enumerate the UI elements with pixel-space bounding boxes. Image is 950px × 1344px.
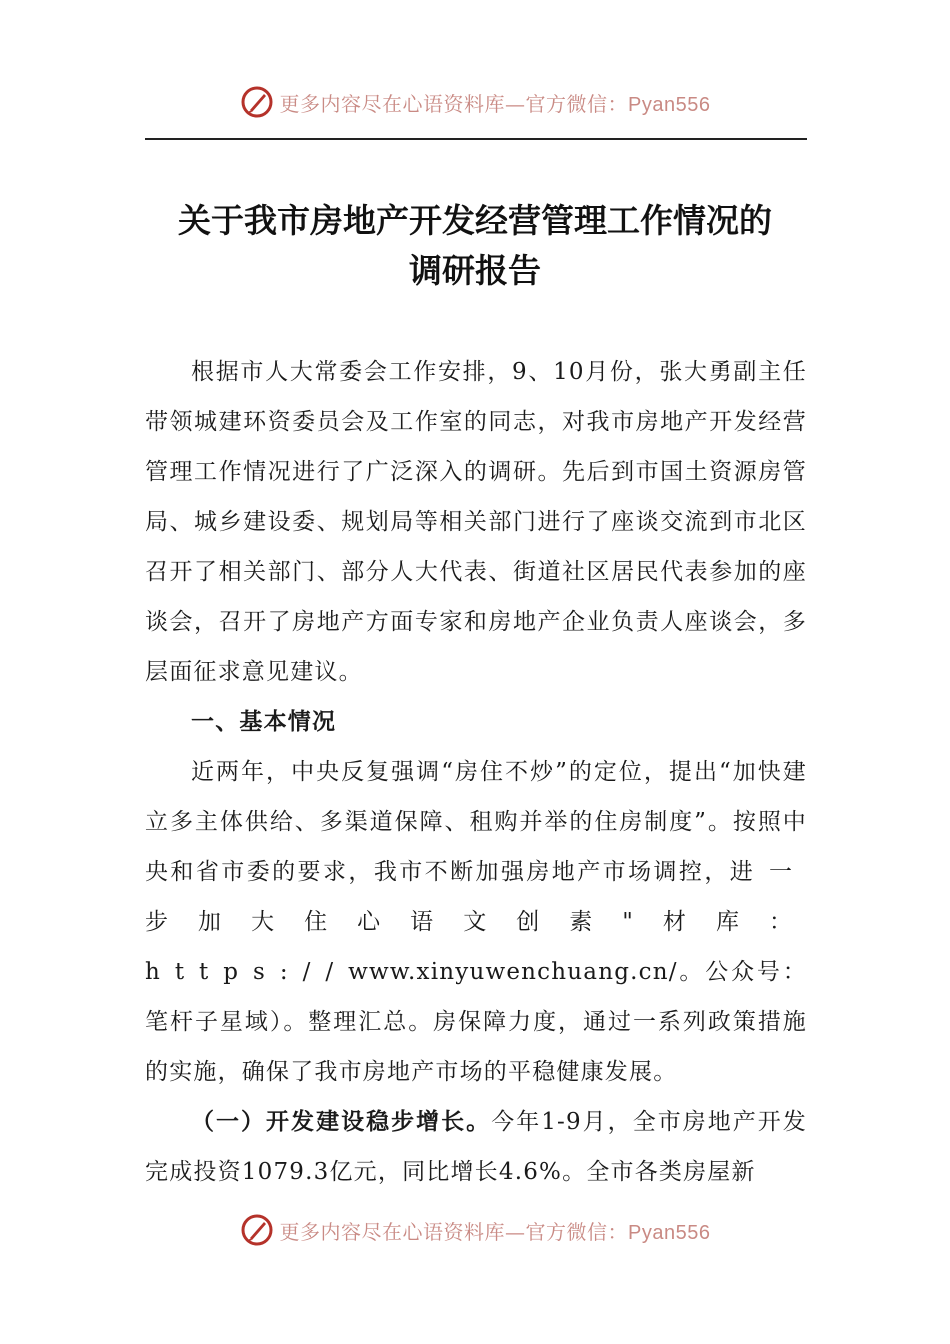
section-heading: 一、基本情况 [191,708,337,735]
paragraph-intro: 根据市人大常委会工作安排，9、10月份，张大勇副主任带领城建环资委员会及工作室的同志，对我市房地产开发经营管理工作情况进行了广泛深入的调研。先后到市国土资源房管局、城乡建设委、规划局等相关部门进行了座谈交流到市北区召开了相关部门、部分人大代表、街道社区居民代表参加的座谈会，召开了房地产方面专家和房地产企业负责人座谈会，多层面征求意见建议。 [145,359,807,685]
paragraph-subsection-1: （一）开发建设稳步增长。今年1-9月，全市房地产开发完成投资1079.3亿元，同比增长4.6%。全市各类房屋新 [145,1108,807,1185]
watermark-banner-top [0,82,950,122]
document-body [145,347,807,1197]
banner-text: 更多内容尽在心语资料库—官方微信：Pyan556 [279,1219,711,1244]
subsection-title: （一）开发建设稳步增长。 [191,1108,492,1135]
banner-text: 更多内容尽在心语资料库—官方微信：Pyan556 [279,91,711,116]
title-line-1: 关于我市房地产开发经营管理工作情况的 [178,201,772,240]
document-title [120,196,830,296]
header-rule [145,138,807,140]
brush-logo-icon [240,85,274,119]
paragraph-basic-situation: 近两年，中央反复强调“房住不炒”的定位，提出“加快建立多主体供给、多渠道保障、租购并举的住房制度”。按照中央和省市委的要求，我市不断加强房地产市场调控，进一步加大住心语文创素"材库：https://www.xinyuwenchuang.cn/。公众号：笔杆子星域）。整理汇总。房保障力度，通过一系列政策措施的实施，确保了我市房地产市场的平稳健康发展。 [145,759,808,1085]
brush-logo-icon [240,1213,274,1247]
watermark-banner-bottom [0,1210,950,1250]
title-line-2: 调研报告 [409,251,541,290]
